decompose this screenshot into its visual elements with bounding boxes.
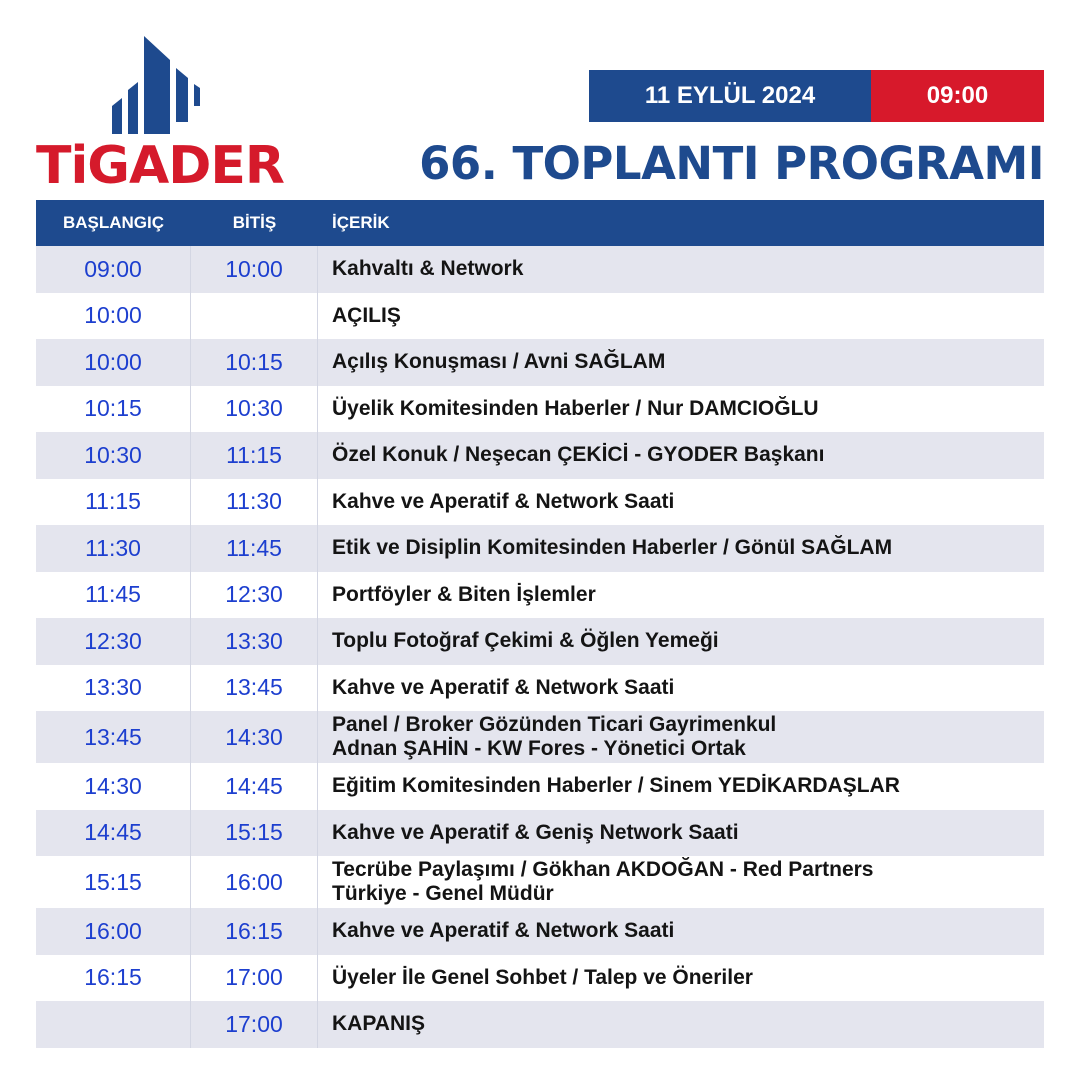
end-time-cell: 10:15	[191, 339, 318, 386]
table-row	[36, 339, 1044, 386]
start-time-cell: 12:30	[36, 618, 191, 665]
content-cell: Özel Konuk / Neşecan ÇEKİCİ - GYODER Başkanı	[332, 443, 825, 467]
start-time-cell: 09:00	[36, 246, 191, 293]
content-cell: Kahve ve Aperatif & Network Saati	[332, 675, 675, 699]
content-cell: Eğitim Komitesinden Haberler / Sinem YEDİKARDAŞLAR	[332, 774, 900, 798]
header-start: BAŞLANGIÇ	[62, 213, 165, 232]
content-cell: Üyelik Komitesinden Haberler / Nur DAMCIOĞLU	[332, 396, 819, 420]
content-line: Adnan ŞAHİN - KW Fores - Yönetici Ortak	[332, 737, 746, 760]
start-time-cell: 16:00	[36, 908, 191, 955]
table-row	[36, 856, 1044, 908]
start-time-cell: 16:15	[36, 955, 191, 1002]
event-date-badge: 11 EYLÜL 2024	[589, 70, 871, 122]
end-time-cell: 12:30	[191, 572, 318, 619]
table-row	[36, 479, 1044, 526]
end-time-cell: 11:15	[191, 432, 318, 479]
header-content: İÇERİK	[332, 213, 390, 232]
end-time-cell: 16:15	[191, 908, 318, 955]
end-time-cell: 13:30	[191, 618, 318, 665]
content-cell: Kahvaltı & Network	[332, 257, 524, 281]
end-time-cell: 10:30	[191, 386, 318, 433]
content-cell: Portföyler & Biten İşlemler	[332, 582, 596, 606]
content-cell: Kahve ve Aperatif & Network Saati	[332, 919, 675, 943]
start-time-cell: 11:45	[36, 572, 191, 619]
end-time-cell: 14:45	[191, 763, 318, 810]
table-row	[36, 432, 1044, 479]
end-time-cell: 11:45	[191, 525, 318, 572]
table-row	[36, 246, 1044, 293]
end-time-cell: 15:15	[191, 810, 318, 857]
table-row	[36, 711, 1044, 763]
content-cell: Kahve ve Aperatif & Network Saati	[332, 489, 675, 513]
event-time-badge: 09:00	[871, 70, 1044, 122]
table-row	[36, 955, 1044, 1002]
table-row	[36, 618, 1044, 665]
table-row	[36, 665, 1044, 712]
table-row	[36, 572, 1044, 619]
content-cell: Etik ve Disiplin Komitesinden Haberler / Gönül SAĞLAM	[332, 536, 893, 560]
program-table	[36, 200, 1044, 1048]
end-time-cell: 10:00	[191, 246, 318, 293]
start-time-cell: 14:30	[36, 763, 191, 810]
content-cell: AÇILIŞ	[332, 303, 401, 327]
start-time-cell: 10:00	[36, 339, 191, 386]
end-time-cell: 17:00	[191, 1001, 318, 1048]
start-time-cell: 13:45	[36, 711, 191, 763]
table-header	[36, 200, 1044, 246]
building-bars-icon	[108, 36, 208, 134]
logo-text: TiGADER	[36, 136, 284, 196]
table-row	[36, 908, 1044, 955]
table-row	[36, 525, 1044, 572]
table-row	[36, 293, 1044, 340]
end-time-cell	[191, 293, 318, 340]
start-time-cell	[36, 1001, 191, 1048]
content-cell: Açılış Konuşması / Avni SAĞLAM	[332, 350, 666, 374]
end-time-cell: 13:45	[191, 665, 318, 712]
start-time-cell: 11:30	[36, 525, 191, 572]
start-time-cell: 13:30	[36, 665, 191, 712]
start-time-cell: 10:15	[36, 386, 191, 433]
end-time-cell: 16:00	[191, 856, 318, 908]
content-cell: Toplu Fotoğraf Çekimi & Öğlen Yemeği	[332, 629, 719, 653]
start-time-cell: 14:45	[36, 810, 191, 857]
start-time-cell: 11:15	[36, 479, 191, 526]
logo	[36, 32, 286, 196]
start-time-cell: 10:00	[36, 293, 191, 340]
content-cell	[318, 856, 1044, 908]
content-line: Türkiye - Genel Müdür	[332, 882, 554, 905]
content-cell: Kahve ve Aperatif & Geniş Network Saati	[332, 820, 739, 844]
table-body	[36, 246, 1044, 1048]
content-cell: KAPANIŞ	[332, 1012, 425, 1036]
end-time-cell: 17:00	[191, 955, 318, 1002]
table-row	[36, 386, 1044, 433]
table-row	[36, 810, 1044, 857]
start-time-cell: 10:30	[36, 432, 191, 479]
content-line: Tecrübe Paylaşımı / Gökhan AKDOĞAN - Red Partners	[332, 858, 874, 881]
start-time-cell: 15:15	[36, 856, 191, 908]
end-time-cell: 11:30	[191, 479, 318, 526]
content-cell: Üyeler İle Genel Sohbet / Talep ve Öneriler	[332, 965, 753, 989]
header-end: BİTİŞ	[232, 213, 277, 232]
table-row	[36, 763, 1044, 810]
end-time-cell: 14:30	[191, 711, 318, 763]
content-cell	[318, 711, 1044, 763]
table-row	[36, 1001, 1044, 1048]
content-line: Panel / Broker Gözünden Ticari Gayrimenkul	[332, 713, 777, 736]
page-title: 66. TOPLANTI PROGRAMI	[419, 137, 1044, 190]
